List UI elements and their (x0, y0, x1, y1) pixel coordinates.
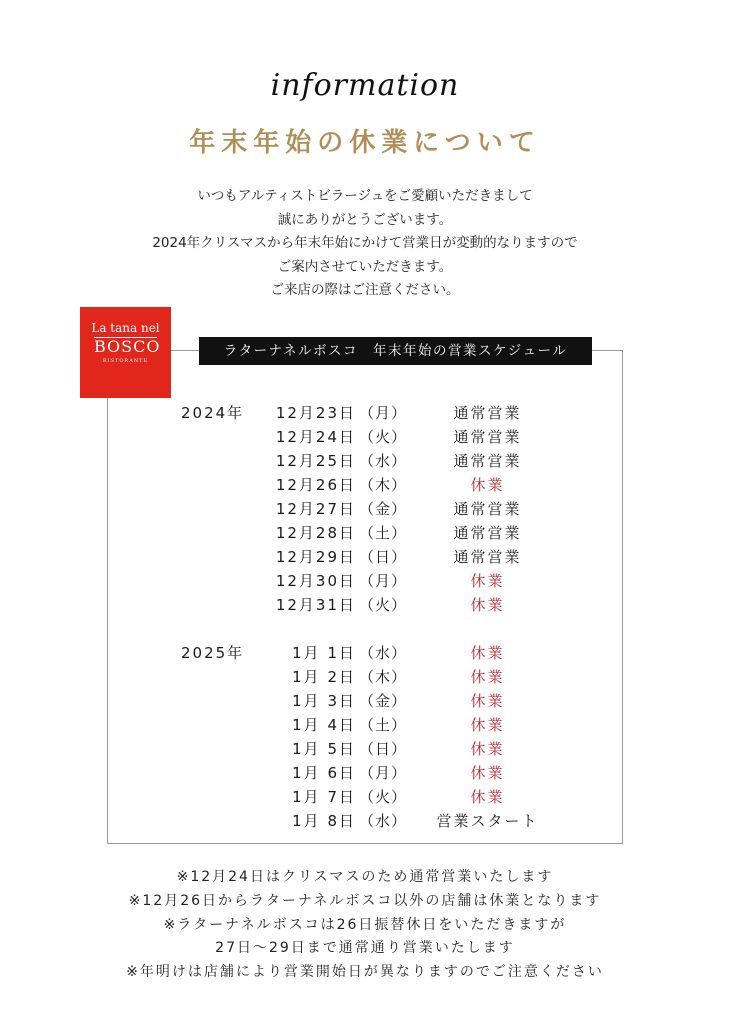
row-date: 1月 8日 (292, 812, 356, 830)
intro-line: ご案内させていただきます。 (277, 258, 453, 275)
row-day: （月） (359, 572, 408, 590)
row-day: （火） (359, 428, 408, 446)
table-row (0, 569, 730, 593)
schedule-banner: ラターナネルボスコ 年末年始の営業スケジュール (199, 337, 592, 365)
row-status: 休業 (470, 644, 505, 662)
row-date: 12月23日 (275, 404, 356, 422)
table-row (0, 473, 730, 497)
intro-line: ご来店の際はご注意ください。 (270, 282, 460, 299)
table-row (0, 689, 730, 713)
logo-line-3: RISTORANTE (102, 358, 149, 364)
note-line: ※12月24日はクリスマスのため通常営業いたします (176, 869, 554, 885)
row-day: （日） (359, 548, 408, 566)
table-row (0, 641, 730, 665)
row-date: 12月26日 (275, 476, 356, 494)
row-status: 通常営業 (453, 452, 522, 470)
restaurant-logo (80, 307, 171, 398)
table-row (0, 425, 730, 449)
table-row (0, 401, 730, 425)
row-day: （木） (359, 476, 408, 494)
row-status: 休業 (470, 764, 505, 782)
row-date: 1月 1日 (292, 644, 356, 662)
row-status: 通常営業 (453, 548, 522, 566)
row-date: 12月30日 (275, 572, 356, 590)
intro-line: 2024年クリスマスから年末年始にかけて営業日が変動的なりますので (152, 235, 578, 252)
intro-text (0, 185, 730, 303)
row-day: （水） (359, 452, 408, 470)
row-status: 通常営業 (453, 524, 522, 542)
row-status: 通常営業 (453, 500, 522, 518)
row-date: 12月29日 (275, 548, 356, 566)
row-status: 通常営業 (453, 428, 522, 446)
row-day: （金） (359, 500, 408, 518)
row-day: （水） (359, 644, 408, 662)
table-row (0, 737, 730, 761)
logo-line-2: BOSCO (94, 337, 161, 356)
row-status: 営業スタート (436, 812, 539, 830)
row-status: 休業 (470, 740, 505, 758)
row-date: 12月28日 (275, 524, 356, 542)
row-status: 休業 (470, 788, 505, 806)
script-title: information (270, 68, 460, 103)
table-row (0, 545, 730, 569)
row-status: 休業 (470, 476, 505, 494)
table-row (0, 497, 730, 521)
row-day: （火） (359, 596, 408, 614)
note-line: ※ラターナネルボスコは26日振替休日をいただきますが (163, 916, 567, 933)
table-row (0, 449, 730, 473)
row-day: （火） (359, 788, 408, 806)
table-row (0, 713, 730, 737)
row-date: 12月25日 (275, 452, 356, 470)
row-status: 休業 (470, 572, 505, 590)
row-date: 1月 3日 (292, 692, 356, 710)
note-line: ※12月26日からラターナネルボスコ以外の店舗は休業となります (128, 892, 602, 909)
row-date: 12月27日 (275, 500, 356, 518)
row-day: （月） (359, 404, 408, 422)
page-title: 年末年始の休業について (189, 128, 541, 158)
table-row (0, 785, 730, 809)
row-status: 休業 (470, 668, 505, 686)
row-date: 12月24日 (275, 428, 356, 446)
table-row (0, 665, 730, 689)
row-year: 2025年 (181, 644, 245, 662)
table-row (0, 761, 730, 785)
row-day: （金） (359, 692, 408, 710)
row-day: （月） (359, 764, 408, 782)
note-line: 27日～29日まで通常通り営業いたします (215, 940, 515, 957)
row-date: 1月 2日 (292, 668, 356, 686)
row-date: 1月 7日 (292, 788, 356, 806)
row-date: 1月 4日 (292, 716, 356, 734)
note-line: ※年明けは店舗により営業開始日が異なりますのでご注意ください (126, 964, 604, 981)
row-day: （日） (359, 740, 408, 758)
row-day: （水） (359, 812, 408, 830)
row-status: 休業 (470, 692, 505, 710)
row-date: 12月31日 (275, 596, 356, 614)
row-day: （土） (359, 716, 408, 734)
intro-line: 誠にありがとうございます。 (277, 211, 453, 228)
row-day: （土） (359, 524, 408, 542)
row-status: 休業 (470, 716, 505, 734)
row-day: （木） (359, 668, 408, 686)
row-status: 休業 (470, 596, 505, 614)
row-date: 1月 5日 (292, 740, 356, 758)
notes (0, 866, 730, 985)
row-date: 1月 6日 (292, 764, 356, 782)
row-status: 通常営業 (453, 404, 522, 422)
intro-line: いつもアルティストビラージュをご愛顧いただきまして (197, 188, 533, 204)
row-year: 2024年 (181, 404, 245, 422)
table-row (0, 809, 730, 833)
logo-line-1: La tana nel (91, 321, 160, 335)
table-row (0, 593, 730, 617)
table-row (0, 521, 730, 545)
